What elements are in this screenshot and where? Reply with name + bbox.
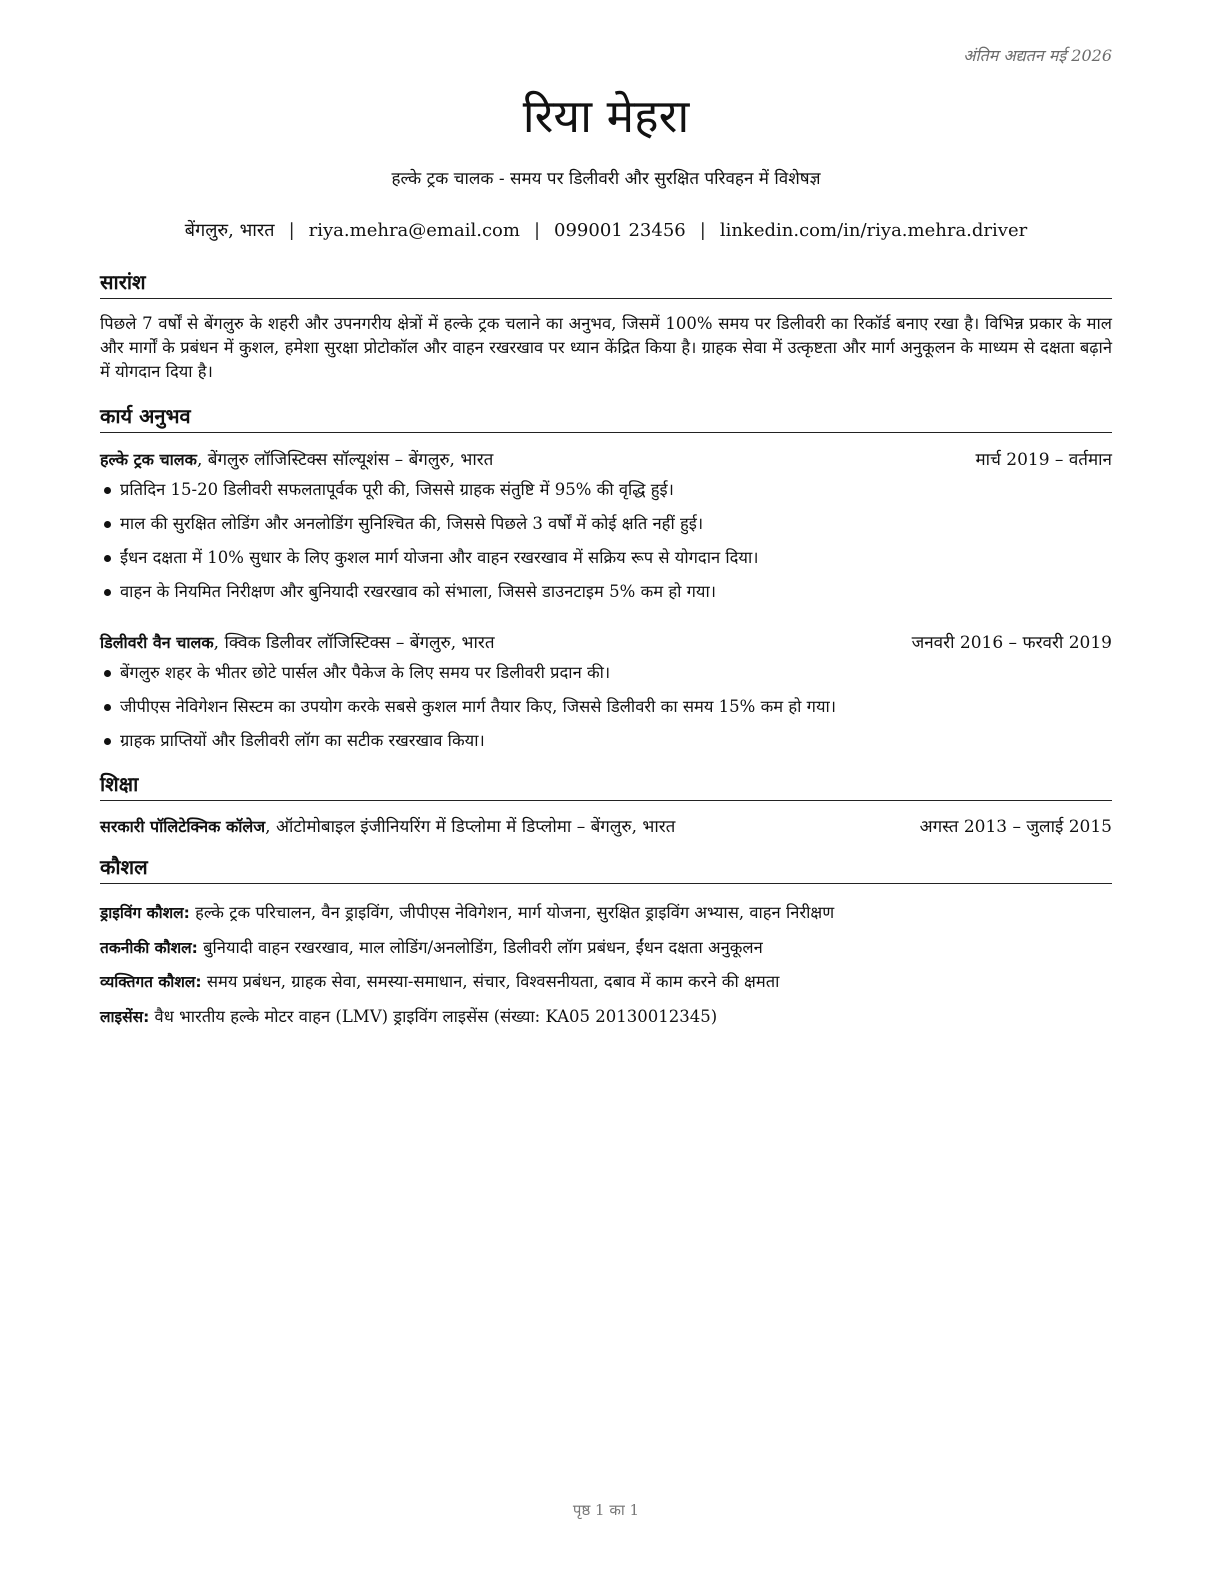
skill-value: बुनियादी वाहन रखरखाव, माल लोडिंग/अनलोडिंग, डिलीवरी लॉग प्रबंधन, ईंधन दक्षता अनुकूलन bbox=[197, 937, 763, 957]
skill-row bbox=[100, 896, 1112, 931]
contact-separator: | bbox=[699, 220, 706, 241]
bullet-text: ग्राहक प्राप्तियों और डिलीवरी लॉग का सटीक रखरखाव किया। bbox=[120, 731, 485, 750]
contact-phone: 099001 23456 bbox=[554, 220, 686, 241]
skill-label: लाइसेंस: bbox=[100, 1007, 150, 1026]
skill-label: ड्राइविंग कौशल: bbox=[100, 904, 190, 922]
section-title-experience: कार्य अनुभव bbox=[100, 402, 1112, 433]
contact-linkedin[interactable]: linkedin.com/in/riya.mehra.driver bbox=[719, 220, 1028, 241]
job-title: हल्के ट्रक चालक bbox=[100, 450, 197, 469]
job-org: , क्विक डिलीवर लॉजिस्टिक्स – बेंगलुरु, भारत bbox=[213, 633, 495, 653]
bullet-text: जीपीएस नेविगेशन सिस्टम का उपयोग करके सबसे कुशल मार्ग तैयार किए, जिससे डिलीवरी का समय 15% कम हो गया। bbox=[120, 697, 837, 716]
contact-location: बेंगलुरु, भारत bbox=[184, 220, 275, 241]
bullet-text: ईंधन दक्षता में 10% सुधार के लिए कुशल मार्ग योजना और वाहन रखरखाव में सक्रिय रूप से योगदान दिया। bbox=[120, 548, 759, 567]
last-updated: अंतिम अद्यतन मई 2026 bbox=[963, 46, 1112, 65]
list-item bbox=[100, 575, 1112, 609]
job-dates: मार्च 2019 – वर्तमान bbox=[975, 450, 1112, 470]
job-heading bbox=[100, 447, 1112, 473]
tagline: हल्के ट्रक चालक - समय पर डिलीवरी और सुरक्षित परिवहन में विशेषज्ञ bbox=[391, 169, 821, 189]
education-entry bbox=[100, 814, 1112, 840]
list-item bbox=[100, 507, 1112, 541]
list-item bbox=[100, 473, 1112, 507]
contact-separator: | bbox=[533, 220, 541, 241]
list-item bbox=[100, 690, 1112, 724]
contact-email[interactable]: riya.mehra@email.com bbox=[308, 220, 520, 241]
list-item bbox=[100, 724, 1112, 758]
skill-label: व्यक्तिगत कौशल: bbox=[100, 973, 202, 991]
skill-row bbox=[100, 1000, 1112, 1035]
skills-list bbox=[100, 896, 1112, 1034]
candidate-name: रिया मेहरा bbox=[522, 89, 690, 143]
bullet-icon bbox=[104, 589, 111, 596]
job-bullets bbox=[100, 473, 1112, 609]
contact-separator: | bbox=[288, 220, 295, 241]
list-item bbox=[100, 656, 1112, 690]
bullet-text: वाहन के नियमित निरीक्षण और बुनियादी रखरखाव को संभाला, जिससे डाउनटाइम 5% कम हो गया। bbox=[120, 582, 717, 601]
job-org: , बेंगलुरु लॉजिस्टिक्स सॉल्यूशंस – बेंगलुरु, भारत bbox=[196, 450, 494, 470]
skill-value: समय प्रबंधन, ग्राहक सेवा, समस्या-समाधान, संचार, विश्वसनीयता, दबाव में काम करने की क्षमता bbox=[201, 972, 780, 991]
skill-label: तकनीकी कौशल: bbox=[100, 938, 198, 957]
job-dates: जनवरी 2016 – फरवरी 2019 bbox=[911, 633, 1112, 653]
summary-text: पिछले 7 वर्षों से बेंगलुरु के शहरी और उपनगरीय क्षेत्रों में हल्के ट्रक चलाने का अनुभव, जिसमें 100% समय पर डिलीवरी का रिकॉर्ड बनाए रखा है। विभिन्न प्रकार के माल और मार्गों के प्रबंधन में कुशल, हमेशा सुरक्षा प्रोटोकॉल और वाहन रखरखाव पर ध्यान केंद्रित किया है। ग्राहक सेवा में उत्कृष्टता और मार्ग अनुकूलन के माध्यम से दक्षता बढ़ाने में योगदान दिया है। bbox=[100, 314, 1112, 381]
skill-row bbox=[100, 965, 1112, 1000]
section-title-summary: सारांश bbox=[100, 268, 1112, 299]
education-dates: अगस्त 2013 – जुलाई 2015 bbox=[919, 817, 1112, 837]
education-detail: , ऑटोमोबाइल इंजीनियरिंग में डिप्लोमा में डिप्लोमा – बेंगलुरु, भारत bbox=[265, 817, 676, 837]
contact-line bbox=[100, 218, 1112, 244]
section-title-education: शिक्षा bbox=[100, 770, 1112, 801]
bullet-text: प्रतिदिन 15-20 डिलीवरी सफलतापूर्वक पूरी की, जिससे ग्राहक संतुष्टि में 95% की वृद्धि हुई। bbox=[120, 480, 674, 499]
education-institution: सरकारी पॉलिटेक्निक कॉलेज bbox=[100, 817, 266, 836]
bullet-text: बेंगलुरु शहर के भीतर छोटे पार्सल और पैकेज के लिए समय पर डिलीवरी प्रदान की। bbox=[120, 663, 611, 682]
bullet-icon bbox=[104, 670, 111, 677]
job-heading bbox=[100, 630, 1112, 656]
bullet-icon bbox=[104, 738, 111, 745]
resume-page bbox=[100, 0, 1112, 1584]
bullet-icon bbox=[104, 704, 111, 711]
skill-value: हल्के ट्रक परिचालन, वैन ड्राइविंग, जीपीएस नेविगेशन, मार्ग योजना, सुरक्षित ड्राइविंग अभ्यास, वाहन निरीक्षण bbox=[189, 903, 835, 922]
list-item bbox=[100, 541, 1112, 575]
bullet-icon bbox=[104, 555, 111, 562]
bullet-icon bbox=[104, 487, 111, 494]
page-number: पृष्ठ 1 का 1 bbox=[572, 1501, 640, 1519]
bullet-text: माल की सुरक्षित लोडिंग और अनलोडिंग सुनिश्चित की, जिससे पिछले 3 वर्षों में कोई क्षति नहीं हुई। bbox=[120, 514, 704, 533]
job-bullets bbox=[100, 656, 1112, 758]
section-title-skills: कौशल bbox=[100, 853, 1112, 884]
bullet-icon bbox=[104, 521, 111, 528]
skill-row bbox=[100, 931, 1112, 966]
skill-value: वैध भारतीय हल्के मोटर वाहन (LMV) ड्राइविंग लाइसेंस (संख्या: KA05 20130012345) bbox=[149, 1006, 718, 1026]
job-title: डिलीवरी वैन चालक bbox=[100, 633, 214, 652]
